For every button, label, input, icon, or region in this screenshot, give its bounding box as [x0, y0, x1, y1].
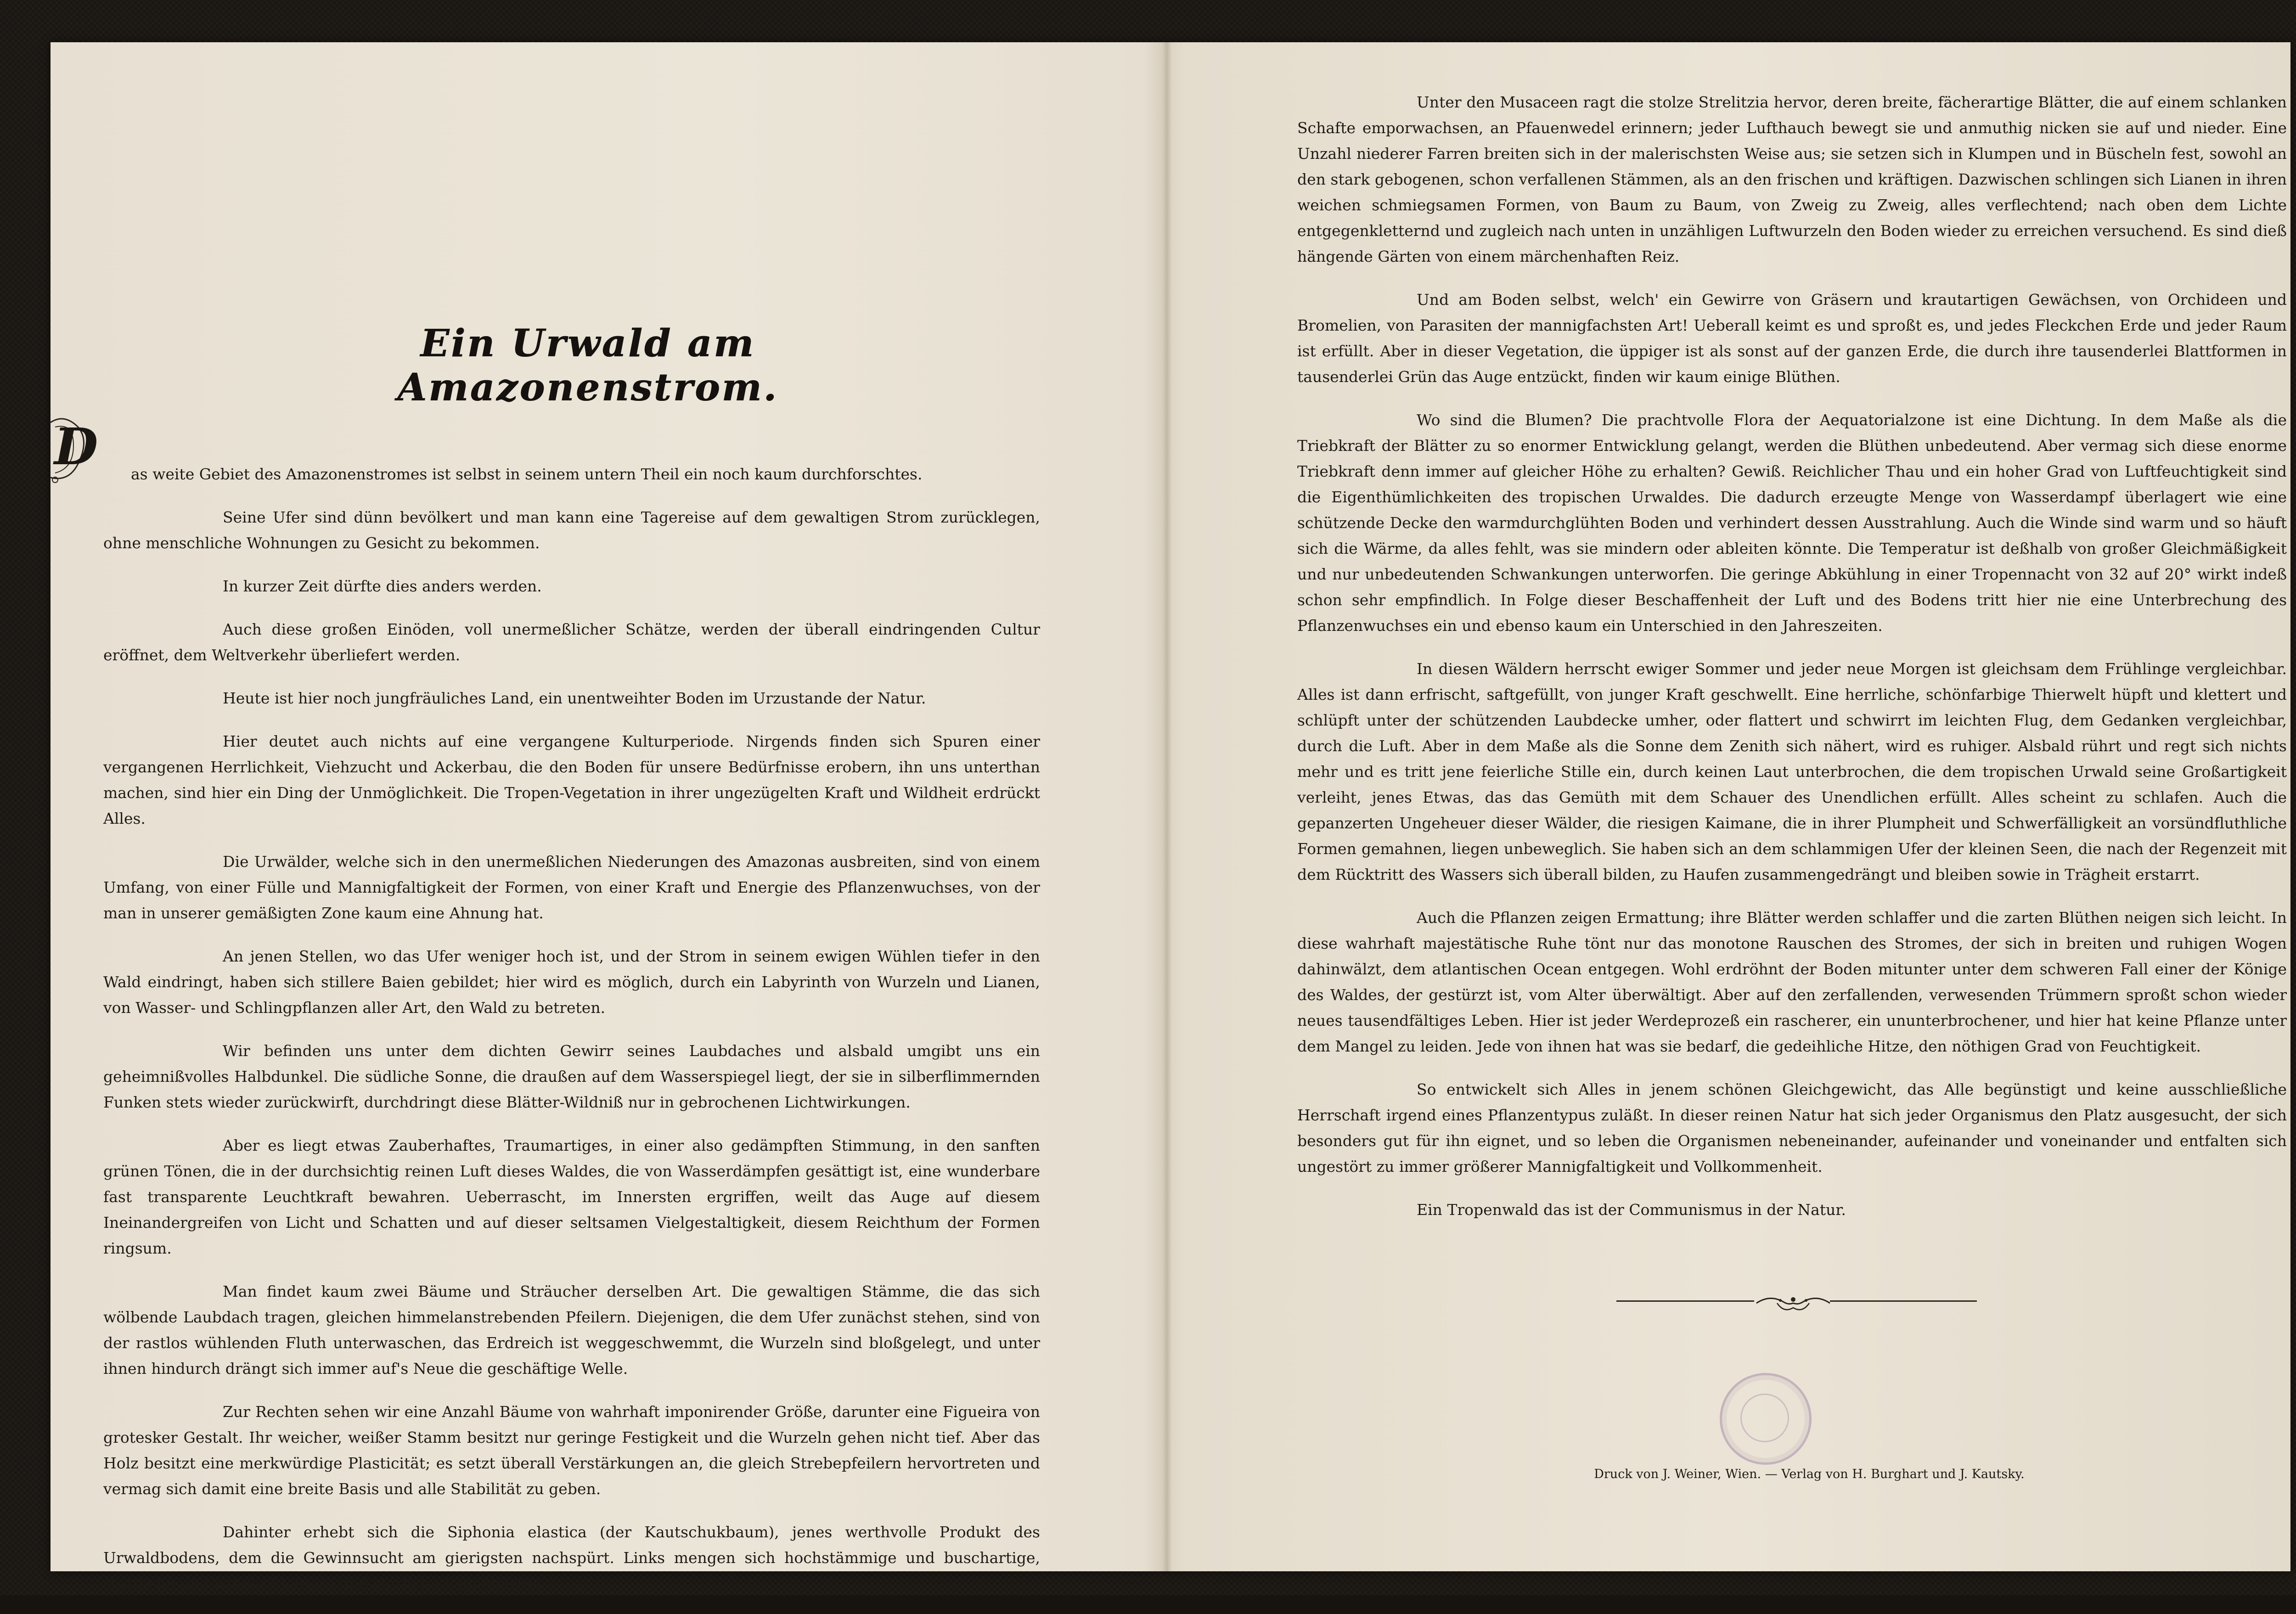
paragraph: Dahinter erhebt sich die Siphonia elastica (der Kautschukbaum), jenes werthvolle Produkt des Urwaldbodens, dem die Gewinnsucht am gierigsten nachspürt. Links mengen sich hochstämmige und buschartige, stattliche und wieder kleinere und zierliche Palmenarten.: [103, 1523, 1040, 1592]
paragraph: Auch die Pflanzen zeigen Ermattung; ihre Blätter werden schlaffer und die zarten Blüthen neigen sich leicht. In diese wahrhaft majestätische Ruhe tönt nur das monotone Rauschen des Stromes, der sich in breiten und ruhigen Wogen dahinwälzt, dem atlantischen Ocean entgegen. Wohl erdröhnt der Boden mitunter unter dem schweren Fall einer der Könige des Waldes, der gestürzt ist, vom Alter überwältigt. Aber auf den zerfallenden, verwesenden Trümmern sproßt schon wieder neues tausendfältiges Leben. Hier ist jeder Werdeprozeß ein rascherer, ein ununterbrochener, und hier hat keine Pflanze unter dem Mangel zu leiden. Jede von ihnen hat was sie bedarf, die gedeihliche Hitze, den nöthigen Grad von Feuchtigkeit.: [1297, 909, 2287, 1055]
paragraph: Man findet kaum zwei Bäume und Sträucher derselben Art. Die gewaltigen Stämme, die das sich wölbende Laubdach tragen, gleichen himmelanstrebenden Pfeilern. Diejenigen, die dem Ufer zunächst stehen, sind von der rastlos wühlenden Fluth unterwaschen, das Erdreich ist weggeschwemmt, die Wurzeln sind bloßgelegt, und unter ihnen hindurch drängt sich immer auf's Neue die geschäftige Welle.: [103, 1282, 1040, 1378]
document-title: Ein Urwald am Amazonenstrom.: [397, 321, 778, 410]
dropcap-ornament: [46, 413, 96, 487]
paragraph: In kurzer Zeit dürfte dies anders werden.: [223, 577, 542, 595]
paragraph: Heute ist hier noch jungfräuliches Land, ein unentweihter Boden im Urzustande der Natur.: [223, 689, 926, 707]
divider-rule-left: [1616, 1300, 1754, 1302]
paragraph: An jenen Stellen, wo das Ufer weniger hoch ist, und der Strom in seinem ewigen Wühlen tiefer in den Wald eindringt, haben sich stillere Baien gebildet; hier wird es möglich, durch ein Labyrinth von Wurzeln und Lianen, von Wasser- und Schlingpflanzen aller Art, den Wald zu betreten.: [103, 947, 1040, 1017]
paragraph: Auch diese großen Einöden, voll unermeßlicher Schätze, werden der überall eindringenden Cultur eröffnet, dem Weltverkehr überliefert werden.: [103, 620, 1040, 664]
paragraph: Wir befinden uns unter dem dichten Gewirr seines Laubdaches und alsbald umgibt uns ein geheimnißvolles Halbdunkel. Die südliche Sonne, die draußen auf dem Wasserspiegel liegt, der sie in silberflimmernden Funken stets wieder zurückwirft, durchdringt diese Blätter-Wildniß nur in gebrochenen Lichtwirkungen.: [103, 1042, 1040, 1111]
paragraph: So entwickelt sich Alles in jenem schönen Gleichgewicht, das Alle begünstigt und keine ausschließliche Herrschaft irgend eines Pflanzentypus zuläßt. In dieser reinen Natur hat sich jeder Organismus den Platz ausgesucht, der sich besonders gut für ihn eignet, und so leben die Organismen nebeneinander, aufeinander und voneinander und entfalten sich ungestört zu immer größerer Mannigfaltigkeit und Vollkommenheit.: [1297, 1080, 2287, 1175]
right-page-text: [1297, 90, 2287, 1240]
left-page-text: [103, 461, 1040, 1614]
paragraph: Hier deutet auch nichts auf eine vergangene Kulturperiode. Nirgends finden sich Spuren einer vergangenen Herrlichkeit, Viehzucht und Ackerbau, die den Boden für unsere Bedürfnisse erobern, ihn uns unterthan machen, sind hier ein Ding der Unmöglichkeit. Die Tropen-Vegetation in ihrer ungezügelten Kraft und Wildheit erdrückt Alles.: [103, 732, 1040, 827]
paragraph: Unter den Musaceen ragt die stolze Strelitzia hervor, deren breite, fächerartige Blätter, die auf einem schlanken Schafte emporwachsen, an Pfauenwedel erinnern; jeder Lufthauch bewegt sie und anmuthig nicken sie auf und nieder. Eine Unzahl niederer Farren breiten sich in der malerischsten Weise aus; sie setzen sich in Klumpen und in Büscheln fest, sowohl an den stark gebogenen, schon verfallenen Stämmen, als an den frischen und kräftigen. Dazwischen schlingen sich Lianen in ihren weichen schmiegsamen Formen, von Baum zu Baum, von Zweig zu Zweig, alles verflechtend; nach oben dem Lichte entgegenkletternd und zugleich nach unten in unzähligen Luftwurzeln den Boden wieder zu erreichen versuchend. Es sind dieß hängende Gärten von einem märchenhaften Reiz.: [1297, 93, 2287, 265]
paragraph: Aber es liegt etwas Zauberhaftes, Traumartiges, in einer also gedämpften Stimmung, in den sanften grünen Tönen, die in der durchsichtig reinen Luft dieses Waldes, die von Wasserdämpfen gesättigt ist, eine wunderbare fast transparente Leuchtkraft bewahren. Ueberrascht, im Innersten ergriffen, weilt das Auge auf diesem Ineinandergreifen von Licht und Schatten und auf dieser seltsamen Vielgestaltigkeit, diesem Reichthum der Formen ringsum.: [103, 1136, 1040, 1257]
center-fold: [1162, 42, 1172, 1571]
paragraph: Und am Boden selbst, welch' ein Gewirre von Gräsern und krautartigen Gewächsen, von Orchideen und Bromelien, von Parasiten der mannigfachsten Art! Ueberall keimt es und sproßt es, und jedes Fleckchen Erde und jeder Raum ist erfüllt. Aber in dieser Vegetation, die üppiger ist als sonst auf der ganzen Erde, die durch ihre tausenderlei Blattformen in tausenderlei Grün das Auge entzückt, finden wir kaum einige Blüthen.: [1297, 291, 2287, 386]
flourish-ornament-icon: [1752, 1289, 1835, 1317]
paragraph: In diesen Wäldern herrscht ewiger Sommer und jeder neue Morgen ist gleichsam dem Frühlinge vergleichbar. Alles ist dann erfrischt, saftgefüllt, von junger Kraft geschwellt. Eine herrliche, schönfarbige Thierwelt hüpft und klettert und schlüpft unter der schützenden Laubdecke umher, oder flattert und schwirrt im leichten Flug, dem Gedanken vergleichbar, durch die Luft. Aber in dem Maße als die Sonne dem Zenith sich nähert, wird es ruhiger. Alsbald rührt und regt sich nichts mehr und es tritt jene feierliche Stille ein, durch keinen Laut unterbrochen, die dem tropischen Urwald seine Großartigkeit verleiht, jenes Etwas, das das Gemüth mit dem Schauer des Unendlichen erfüllt. Alles scheint zu schlafen. Auch die gepanzerten Ungeheuer dieser Wälder, die riesigen Kaimane, die in ihrer Plumpheit und Schwerfälligkeit an vorsündfluthliche Formen gemahnen, liegen unbeweglich. Sie haben sich an dem schlammigen Ufer der kleinen Seen, die nach der Regenzeit mit dem Rücktritt des Wassers sich überall bilden, zu Haufen zusammengedrängt und bleiben sowie in Trägheit erstarrt.: [1297, 660, 2287, 883]
paragraph: Ein Tropenwald das ist der Communismus in der Natur.: [1417, 1201, 1846, 1219]
paragraph: Wo sind die Blumen? Die prachtvolle Flora der Aequatorialzone ist eine Dichtung. In dem Maße als die Triebkraft der Blätter zu so enormer Entwicklung gelangt, werden die Blüthen unbedeutend. Aber vermag sich diese enorme Triebkraft denn immer auf gleicher Höhe zu erhalten? Gewiß. Reichlicher Thau und ein hoher Grad von Luftfeuchtigkeit sind die Eigenthümlichkeiten des tropischen Urwaldes. Die dadurch erzeugte Menge von Wasserdampf überlagert wie eine schützende Decke den warmdurchglühten Boden und verhindert dessen Ausstrahlung. Auch die Winde sind warm und so häuft sich die Wärme, da alles fehlt, was sie mindern oder ableiten könnte. Die Temperatur ist deßhalb von großer Gleichmäßigkeit und nur unbedeutenden Schwankungen unterworfen. Die geringe Abkühlung in einer Tropennacht von 32 auf 20° wirkt indeß schon sehr empfindlich. In Folge dieser Beschaffenheit der Luft und des Bodens tritt hier nie eine Unterbrechung des Pflanzenwuchses ein und ebenso kaum ein Unterschied in den Jahreszeiten.: [1297, 411, 2287, 635]
printer-imprint: Druck von J. Weiner, Wien. — Verlag von H. Burghart und J. Kautsky.: [1594, 1467, 2025, 1481]
paragraph: as weite Gebiet des Amazonenstromes ist selbst in seinem untern Theil ein noch kaum durchforschtes.: [131, 465, 923, 483]
dropcap-letter: D: [54, 417, 98, 476]
paragraph: Zur Rechten sehen wir eine Anzahl Bäume von wahrhaft imponirender Größe, darunter eine Figueira von grotesker Gestalt. Ihr weicher, weißer Stamm besitzt nur geringe Festigkeit und die Wurzeln gehen nicht tief. Aber das Holz besitzt eine merkwürdige Plasticität; es setzt überall Verstärkungen an, die gleich Strebepfeilern hervortreten und vermag sich damit eine breite Basis und alle Stabilität zu geben.: [103, 1403, 1040, 1498]
paragraph: Die Urwälder, welche sich in den unermeßlichen Niederungen des Amazonas ausbreiten, sind von einem Umfang, von einer Fülle und Mannigfaltigkeit der Formen, von einer Kraft und Energie des Pflanzenwuchses, von der man in unserer gemäßigten Zone kaum eine Ahnung hat.: [103, 853, 1040, 922]
divider-rule-right: [1830, 1300, 1977, 1302]
library-stamp: [1720, 1373, 1812, 1465]
paragraph: Seine Ufer sind dünn bevölkert und man kann eine Tagereise auf dem gewaltigen Strom zurücklegen, ohne menschliche Wohnungen zu Gesicht zu bekommen.: [103, 508, 1040, 552]
library-stamp-inner-ring: [1740, 1394, 1789, 1442]
